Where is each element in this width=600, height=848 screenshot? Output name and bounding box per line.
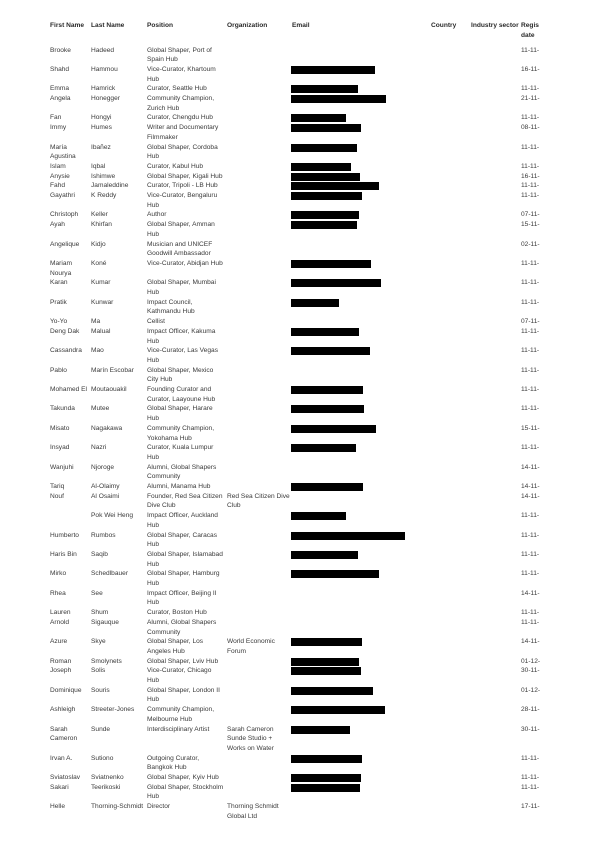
last-name-cell: Njoroge (91, 463, 115, 471)
registration-date-cell: 11-11- (521, 570, 540, 578)
first-name-cell: Islam (50, 162, 66, 170)
registration-date-cell: 11-11- (521, 298, 540, 306)
last-name-cell: Shum (91, 609, 109, 617)
registration-date-cell: 11-11- (521, 366, 540, 374)
registration-date-cell: 16-11- (521, 65, 540, 73)
redacted-email-bar (291, 192, 362, 200)
position-cell: City Hub (147, 376, 173, 384)
first-name-cell: Insyad (50, 444, 70, 452)
position-cell: Hub (147, 75, 160, 83)
position-cell: Community (147, 628, 181, 636)
header-registration-date-line2: date (521, 32, 535, 39)
registration-date-cell: 11-11- (521, 444, 540, 452)
position-cell: Vice-Curator, Chicago (147, 667, 212, 675)
redacted-email-bar (291, 483, 363, 491)
first-name-cell: Ashleigh (50, 706, 76, 714)
last-name-cell: Khirfan (91, 221, 112, 229)
header-last-name: Last Name (91, 22, 125, 29)
last-name-cell: Honegger (91, 95, 120, 102)
first-name-cell: Tariq (50, 483, 65, 490)
position-cell: Vice-Curator, Las Vegas (147, 347, 218, 355)
redacted-email-bar (291, 347, 370, 355)
first-name-cell: Pablo (50, 366, 67, 374)
registration-date-cell: 21-11- (521, 95, 540, 102)
last-name-cell: Nazri (91, 444, 107, 452)
last-name-cell: Kumar (91, 279, 111, 287)
position-cell: Founder, Red Sea Citizen (147, 492, 223, 500)
registration-date-cell: 11-11- (521, 182, 540, 190)
registration-date-cell: 11-11- (521, 754, 540, 762)
first-name-cell: Humberto (50, 531, 79, 539)
redacted-email-bar (291, 211, 359, 219)
position-cell: Zurich Hub (147, 104, 180, 112)
last-name-cell: Smolynets (91, 657, 122, 665)
last-name-cell: Nagakawa (91, 424, 123, 432)
position-cell: Global Shaper, London II (147, 686, 220, 694)
redacted-email-bar (291, 386, 363, 394)
last-name-cell: Marín Escobar (91, 366, 134, 374)
last-name-cell: Ma (91, 318, 101, 326)
position-cell: Global Shaper, Los (147, 638, 204, 646)
registration-date-cell: 30-11- (521, 725, 540, 733)
position-cell: Vice-Curator, Abidjan Hub (147, 259, 223, 267)
last-name-cell: Al Osaimi (91, 492, 120, 500)
last-name-cell: Streeter-Jones (91, 706, 135, 714)
first-name-cell: Helle (50, 803, 66, 811)
position-cell: Impact Council, (147, 298, 193, 306)
first-name-cell: Azure (50, 638, 68, 646)
position-cell: Hub (147, 201, 160, 209)
position-cell: Curator, Chengdu Hub (147, 114, 213, 122)
position-cell: Global Shaper, Port of (147, 46, 212, 54)
position-cell: Curator, Boston Hub (147, 609, 207, 617)
first-name-cell: Sarah (50, 725, 68, 733)
registration-date-cell: 11-11- (521, 162, 540, 170)
last-name-cell: Souris (91, 686, 110, 694)
registration-date-cell: 11-11- (521, 512, 540, 520)
redacted-email-bar (291, 444, 356, 452)
last-name-cell: Solis (91, 667, 106, 675)
first-name-cell: Angela (50, 95, 71, 102)
redacted-email-bar (291, 328, 359, 336)
position-cell: Interdisciplinary Artist (147, 725, 210, 733)
last-name-cell: Kidjo (91, 240, 106, 248)
last-name-cell: Iqbal (91, 162, 106, 170)
first-name-cell: Cameron (50, 735, 78, 743)
last-name-cell: Malual (91, 327, 111, 335)
registration-date-cell: 14-11- (521, 463, 540, 471)
header-organization: Organization (227, 22, 268, 29)
first-name-cell: Karan (50, 279, 68, 287)
first-name-cell: Fan (50, 114, 62, 122)
first-name-cell: Sviatoslav (50, 774, 81, 781)
redacted-email-bar (291, 755, 362, 763)
position-cell: Global Shaper, Stockholm (147, 783, 224, 791)
redacted-email-bar (291, 95, 386, 103)
first-name-cell: Sakari (50, 783, 69, 791)
last-name-cell: Moutaouakil (91, 386, 127, 393)
registration-date-cell: 15-11- (521, 424, 540, 432)
position-cell: Impact Officer, Auckland (147, 512, 218, 520)
redacted-email-bar (291, 279, 381, 287)
first-name-cell: Cassandra (50, 347, 82, 355)
first-name-cell: Roman (50, 657, 72, 665)
last-name-cell: Koné (91, 259, 107, 267)
redacted-email-bar (291, 425, 376, 433)
position-cell: Angeles Hub (147, 647, 185, 655)
position-cell: Musician and UNICEF (147, 240, 213, 248)
position-cell: Hub (147, 677, 160, 684)
registration-date-cell: 11-11- (521, 85, 540, 93)
first-name-cell: Gayathri (50, 192, 75, 199)
first-name-cell: Nourya (50, 269, 72, 277)
registration-date-cell: 28-11- (521, 706, 540, 714)
redacted-email-bar (291, 570, 379, 578)
first-name-cell: Joseph (50, 667, 72, 675)
registration-date-cell: 11-11- (521, 531, 540, 539)
registration-date-cell: 14-11- (521, 483, 540, 490)
position-cell: Hub (147, 793, 160, 801)
redacted-email-bar (291, 706, 385, 714)
header-registration-date: Regis (521, 22, 539, 29)
position-cell: Hub (147, 356, 160, 364)
last-name-cell: Hammou (91, 65, 118, 73)
last-name-cell: Ibañez (91, 143, 111, 151)
first-name-cell: Wanjuhi (50, 463, 74, 471)
registration-date-cell: 11-11- (521, 114, 540, 122)
position-cell: Global Shaper, Caracas (147, 531, 218, 539)
organization-cell: Works on Water (227, 744, 274, 752)
registration-date-cell: 14-11- (521, 492, 540, 500)
redacted-email-bar (291, 726, 350, 734)
first-name-cell: Fahd (50, 182, 66, 190)
last-name-cell: Pok Wei Heng (91, 512, 134, 520)
registration-date-cell: 11-11- (521, 774, 540, 781)
position-cell: Global Shaper, Cordoba (147, 143, 218, 151)
first-name-cell: Emma (50, 85, 70, 93)
position-cell: Hub (147, 521, 160, 529)
last-name-cell: K Reddy (91, 192, 117, 199)
organization-cell: Sarah Cameron (227, 725, 274, 733)
header-first-name: First Name (50, 22, 85, 29)
position-cell: Hub (147, 415, 160, 423)
last-name-cell: Hadeed (91, 46, 115, 54)
position-cell: Alumni, Manama Hub (147, 483, 211, 490)
position-cell: Community Champion, (147, 706, 215, 714)
redacted-email-bar (291, 512, 346, 520)
redacted-email-bar (291, 144, 357, 152)
header-industry-sector: Industry sector (471, 22, 519, 29)
position-cell: Global Shaper, Hamburg (147, 570, 220, 578)
header-position: Position (147, 22, 174, 29)
registration-date-cell: 11-11- (521, 279, 540, 287)
first-name-cell: Haris Bin (50, 550, 77, 558)
position-cell: Community Champion, (147, 95, 215, 102)
redacted-email-bar (291, 173, 360, 181)
first-name-cell: Agustina (50, 153, 76, 161)
first-name-cell: Immy (50, 124, 67, 132)
first-name-cell: Christoph (50, 211, 79, 219)
registration-date-cell: 08-11- (521, 124, 540, 132)
position-cell: Curator, Kabul Hub (147, 162, 204, 170)
position-cell: Impact Officer, Kakuma (147, 327, 216, 335)
first-name-cell: Lauren (50, 609, 71, 617)
position-cell: Vice-Curator, Bengaluru (147, 192, 218, 199)
last-name-cell: Jamaleddine (91, 182, 129, 190)
last-name-cell: Mao (91, 347, 104, 355)
position-cell: Alumni, Global Shapers (147, 618, 217, 626)
redacted-email-bar (291, 774, 361, 782)
header-country: Country (431, 22, 457, 29)
registration-date-cell: 11-11- (521, 347, 540, 355)
registration-date-cell: 01-12- (521, 686, 541, 694)
first-name-cell: Irvan A. (50, 754, 73, 762)
position-cell: Hub (147, 541, 160, 549)
redacted-email-bar (291, 667, 361, 675)
position-cell: Outgoing Curator, (147, 754, 200, 762)
organization-cell: Global Ltd (227, 812, 258, 820)
position-cell: Cellist (147, 318, 165, 326)
registration-date-cell: 11-11- (521, 405, 540, 413)
redacted-email-bar (291, 114, 346, 122)
first-name-cell: Shahd (50, 65, 70, 73)
organization-cell: Red Sea Citizen Dive (227, 492, 290, 500)
registration-date-cell: 11-11- (521, 46, 540, 54)
redacted-email-bar (291, 638, 362, 646)
organization-cell: Sunde Studio + (227, 735, 273, 743)
last-name-cell: Kunwar (91, 298, 114, 306)
position-cell: Curator, Kuala Lumpur (147, 444, 214, 452)
redacted-email-bar (291, 260, 371, 268)
position-cell: Community (147, 473, 181, 481)
position-cell: Global Shaper, Lviv Hub (147, 657, 219, 665)
position-cell: Hub (147, 337, 160, 345)
registration-date-cell: 11-11- (521, 327, 540, 335)
registration-date-cell: 16-11- (521, 172, 540, 180)
redacted-email-bar (291, 551, 358, 559)
last-name-cell: Hongyi (91, 114, 112, 122)
registration-date-cell: 07-11- (521, 211, 540, 219)
registration-date-cell: 17-11- (521, 803, 540, 811)
position-cell: Writer and Documentary (147, 124, 219, 132)
registration-date-cell: 30-11- (521, 667, 540, 675)
position-cell: Kathmandu Hub (147, 308, 195, 316)
redacted-email-bar (291, 405, 364, 413)
last-name-cell: Humes (91, 124, 112, 132)
first-name-cell: Yo-Yo (50, 318, 68, 326)
position-cell: Author (147, 211, 167, 219)
first-name-cell: Anysie (50, 172, 70, 180)
redacted-email-bar (291, 221, 357, 229)
header-email: Email (292, 22, 310, 29)
position-cell: Director (147, 803, 171, 811)
position-cell: Goodwill Ambassador (147, 250, 211, 258)
first-name-cell: Brooke (50, 46, 71, 54)
position-cell: Curator, Laayoune Hub (147, 395, 216, 403)
last-name-cell: Ishimwe (91, 172, 116, 180)
redacted-email-bar (291, 163, 351, 171)
registration-date-cell: 11-11- (521, 259, 540, 267)
position-cell: Global Shaper, Kyiv Hub (147, 774, 219, 781)
last-name-cell: Rumbos (91, 531, 116, 539)
position-cell: Global Shaper, Mexico (147, 366, 214, 374)
position-cell: Global Shaper, Amman (147, 221, 215, 229)
first-name-cell: Mohamed El (50, 386, 88, 393)
first-name-cell: Mariam (50, 259, 72, 267)
registration-date-cell: 11-11- (521, 550, 540, 558)
last-name-cell: Mutee (91, 405, 110, 413)
redacted-email-bar (291, 182, 379, 190)
last-name-cell: Schedlbauer (91, 570, 129, 578)
redacted-email-bar (291, 658, 359, 666)
redacted-email-bar (291, 687, 373, 695)
first-name-cell: María (50, 143, 67, 151)
organization-cell: World Economic (227, 638, 275, 646)
position-cell: Hub (147, 560, 160, 568)
redacted-email-bar (291, 299, 339, 307)
position-cell: Hub (147, 289, 160, 296)
registration-date-cell: 11-11- (521, 192, 540, 199)
position-cell: Founding Curator and (147, 386, 212, 393)
registration-date-cell: 07-11- (521, 318, 540, 326)
first-name-cell: Angelique (50, 240, 80, 248)
last-name-cell: Keller (91, 211, 108, 219)
redacted-email-bar (291, 124, 361, 132)
position-cell: Alumni, Global Shapers (147, 463, 217, 471)
organization-cell: Club (227, 502, 241, 510)
organization-cell: Forum (227, 647, 247, 655)
last-name-cell: Hamrick (91, 85, 116, 93)
registration-date-cell: 14-11- (521, 589, 540, 597)
first-name-cell: Arnold (50, 618, 70, 626)
position-cell: Global Shaper, Harare (147, 405, 213, 413)
position-cell: Melbourne Hub (147, 715, 193, 723)
registration-date-cell: 02-11- (521, 240, 540, 248)
position-cell: Global Shaper, Mumbai (147, 279, 216, 287)
registration-date-cell: 11-11- (521, 618, 540, 626)
registration-date-cell: 11-11- (521, 386, 540, 393)
position-cell: Filmmaker (147, 133, 178, 141)
last-name-cell: Sunde (91, 725, 111, 733)
position-cell: Community Champion, (147, 424, 215, 432)
registration-date-cell: 01-12- (521, 657, 541, 665)
first-name-cell: Misato (50, 424, 70, 432)
first-name-cell: Deng Dak (50, 327, 80, 335)
position-cell: Curator, Seattle Hub (147, 85, 207, 93)
registration-date-cell: 14-11- (521, 638, 540, 646)
position-cell: Hub (147, 230, 160, 238)
registration-date-cell: 15-11- (521, 221, 540, 229)
last-name-cell: Teerikoski (91, 783, 121, 791)
last-name-cell: Skye (91, 638, 106, 646)
position-cell: Hub (147, 153, 160, 161)
first-name-cell: Pratik (50, 298, 67, 306)
position-cell: Hub (147, 696, 160, 704)
redacted-email-bar (291, 66, 375, 74)
position-cell: Hub (147, 453, 160, 461)
last-name-cell: Sutiono (91, 754, 114, 762)
position-cell: Yokohama Hub (147, 434, 192, 442)
last-name-cell: See (91, 589, 103, 597)
first-name-cell: Ayah (50, 221, 65, 229)
first-name-cell: Dominique (50, 686, 82, 694)
first-name-cell: Rhea (50, 589, 66, 597)
registration-date-cell: 11-11- (521, 143, 540, 151)
position-cell: Global Shaper, Kigali Hub (147, 172, 223, 180)
first-name-cell: Mirko (50, 570, 67, 578)
registration-date-cell: 11-11- (521, 783, 540, 791)
registration-date-cell: 11-11- (521, 609, 540, 617)
redacted-email-bar (291, 85, 358, 93)
redacted-email-bar (291, 532, 405, 540)
first-name-cell: Nouf (50, 492, 64, 500)
position-cell: Spain Hub (147, 56, 178, 64)
organization-cell: Thorning Schmidt (227, 803, 279, 811)
last-name-cell: Al-Olaimy (91, 483, 120, 490)
position-cell: Dive Club (147, 502, 176, 510)
last-name-cell: Saqib (91, 550, 108, 558)
position-cell: Vice-Curator, Khartoum (147, 65, 216, 73)
last-name-cell: Sviatnenko (91, 774, 124, 781)
first-name-cell: Takunda (50, 405, 75, 413)
position-cell: Hub (147, 580, 160, 587)
position-cell: Hub (147, 599, 160, 607)
position-cell: Global Shaper, Islamabad (147, 550, 223, 558)
last-name-cell: Sigauque (91, 618, 119, 626)
position-cell: Bangkok Hub (147, 764, 187, 772)
position-cell: Impact Officer, Beijing II (147, 589, 217, 597)
position-cell: Curator, Tripoli - LB Hub (147, 182, 218, 190)
last-name-cell: Thorning-Schmidt (91, 803, 144, 811)
redacted-email-bar (291, 784, 360, 792)
